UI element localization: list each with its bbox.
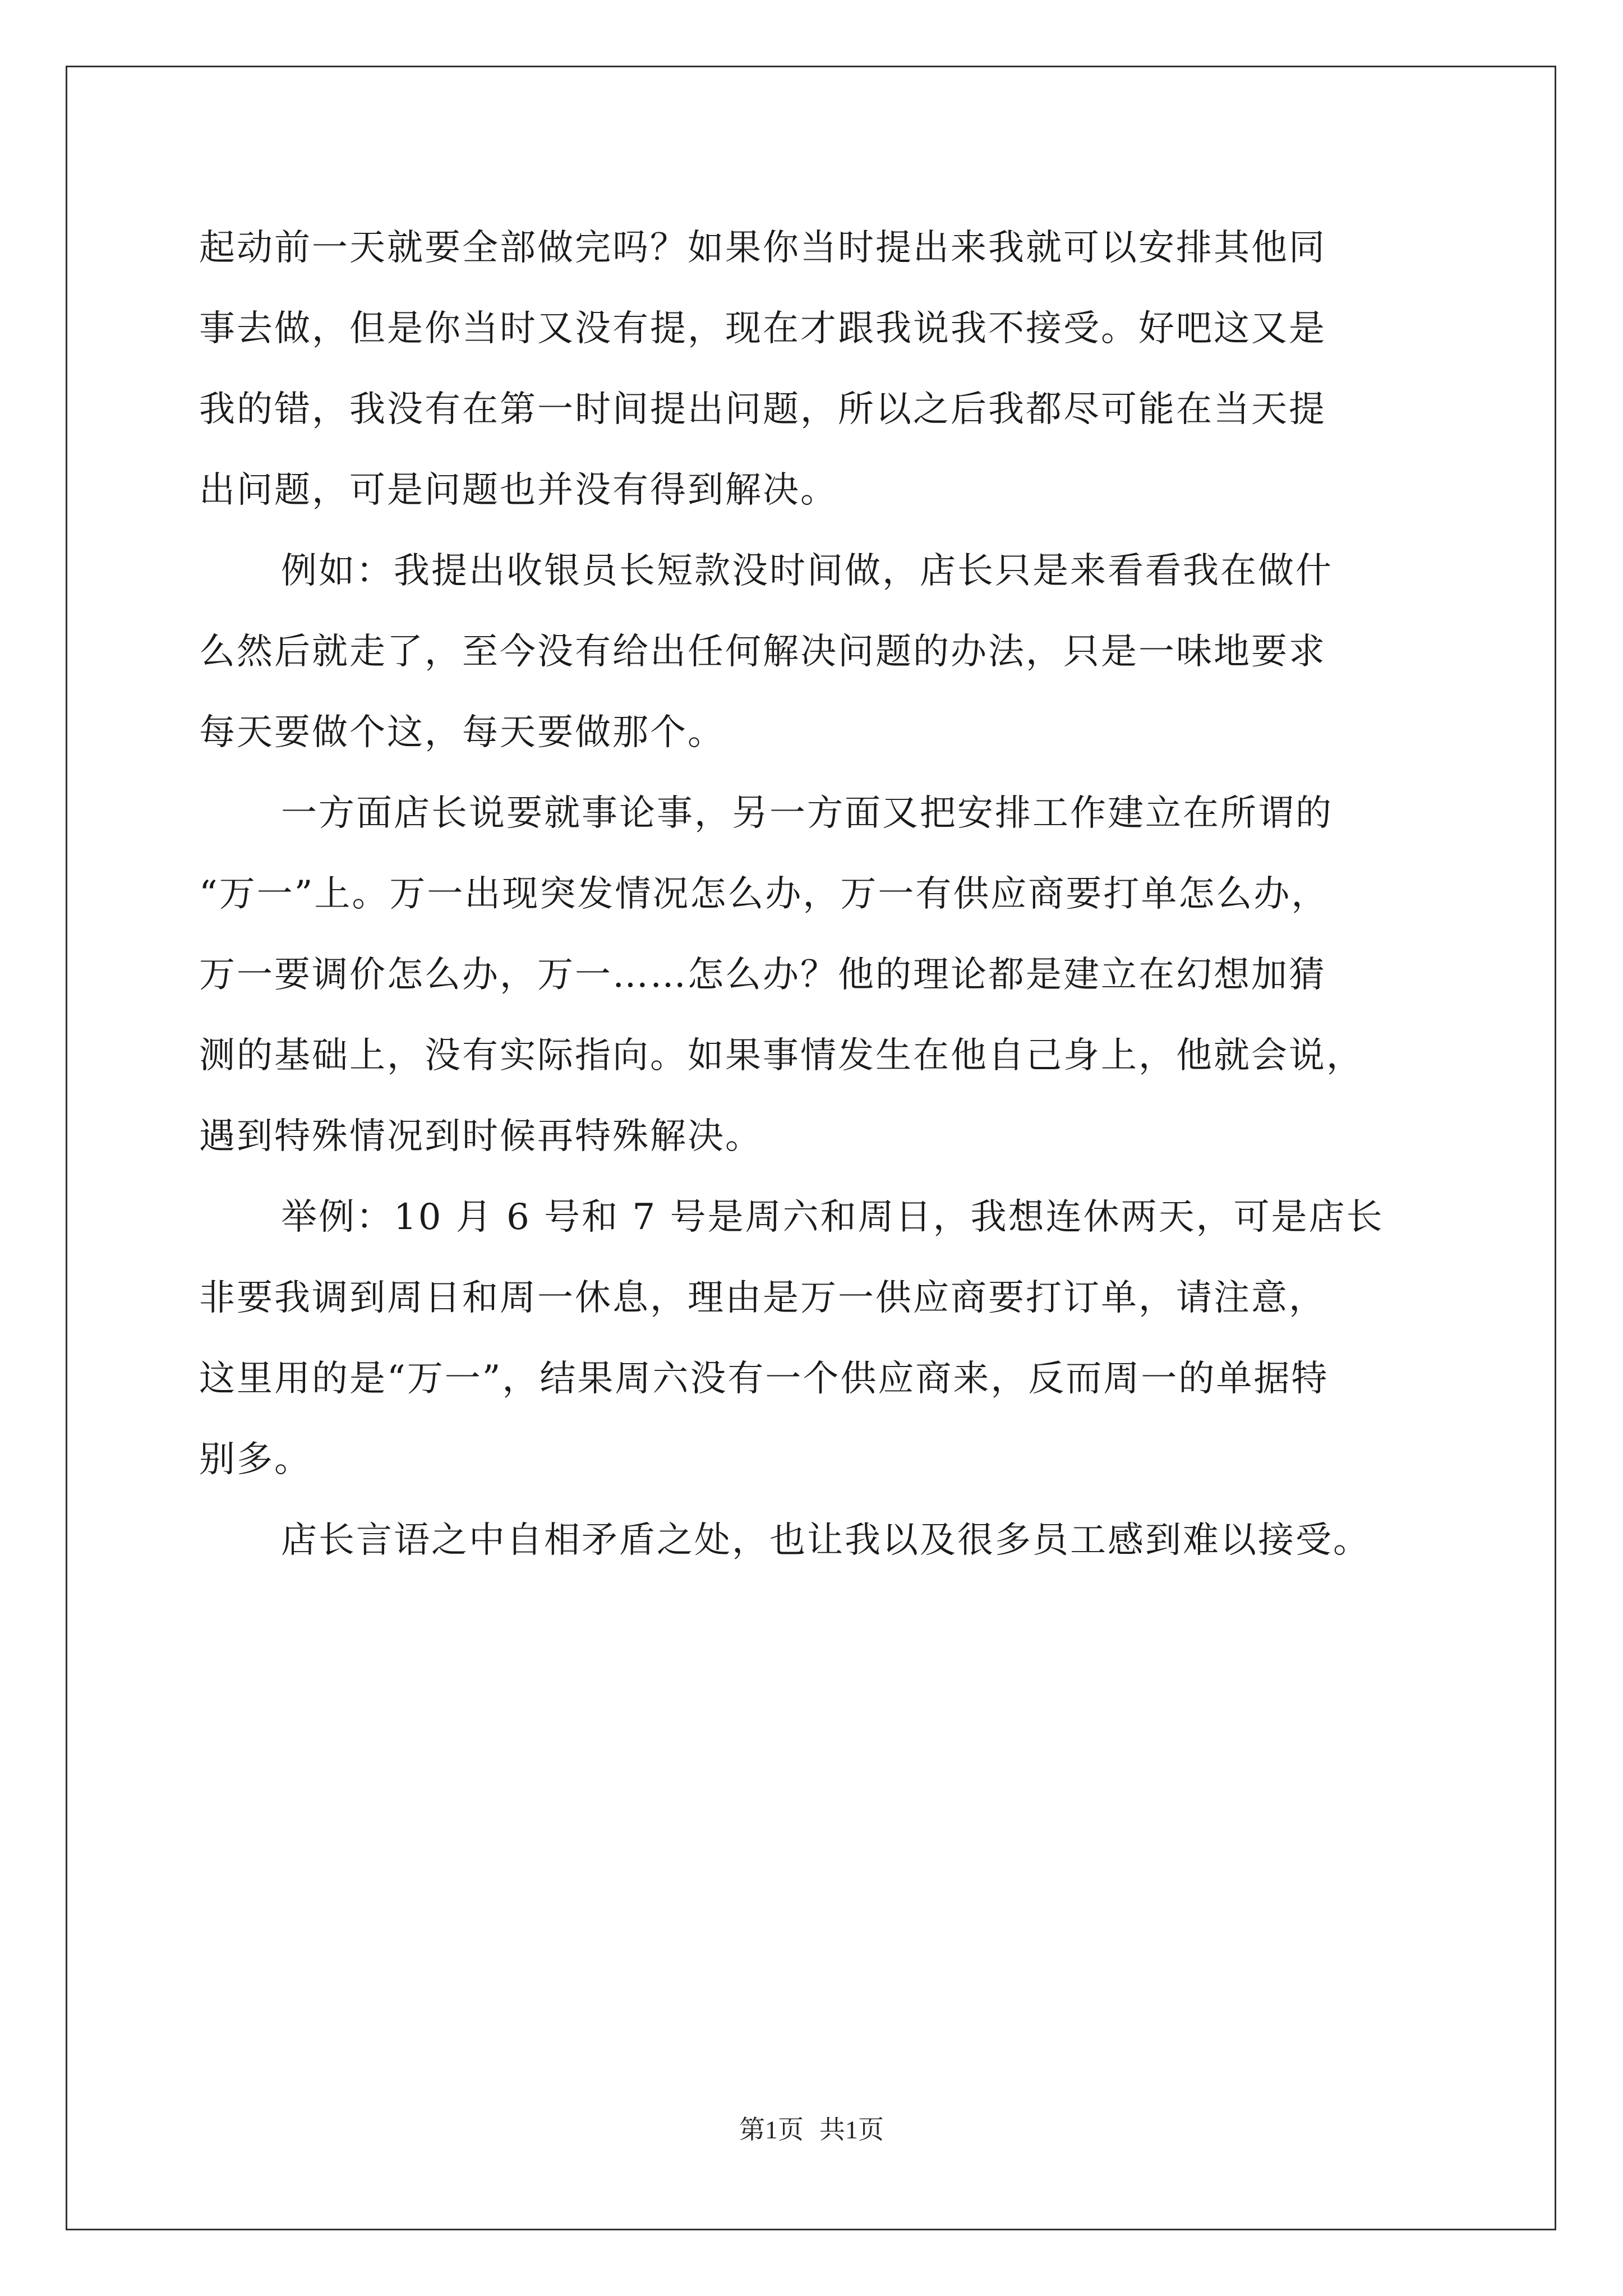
page-number-total: 共1页: [819, 2115, 884, 2144]
page-footer: [0, 2109, 1623, 2146]
document-body: [199, 208, 1422, 1581]
text-line: 这里用的是“万一”，结果周六没有一个供应商来，反而周一的单据特: [199, 1358, 1329, 1400]
text-line: 一方面店长说要就事论事，另一方面又把安排工作建立在所谓的: [281, 793, 1333, 834]
text-line: 么然后就走了，至今没有给出任何解决问题的办法，只是一味地要求: [199, 631, 1326, 673]
text-line: 非要我调到周日和周一休息，理由是万一供应商要打订单，请注意，: [199, 1277, 1326, 1319]
text-line: “万一”上。万一出现突发情况怎么办，万一有供应商要打单怎么办，: [199, 873, 1329, 915]
text-line: 每天要做个这，每天要做那个。: [199, 712, 725, 753]
text-line: 遇到特殊情况到时候再特殊解决。: [199, 1116, 763, 1157]
text-line: 我的错，我没有在第一时间提出问题，所以之后我都尽可能在当天提: [199, 389, 1326, 430]
text-line: 例如：我提出收银员长短款没时间做，店长只是来看看我在做什: [281, 550, 1333, 592]
text-line: 测的基础上，没有实际指向。如果事情发生在他自己身上，他就会说，: [199, 1035, 1364, 1076]
text-line: 事去做，但是你当时又没有提，现在才跟我说我不接受。好吧这又是: [199, 308, 1326, 349]
text-line: 别多。: [199, 1439, 312, 1480]
text-line: 出问题，可是问题也并没有得到解决。: [199, 470, 838, 511]
page-number-current: 第1页: [739, 2115, 804, 2144]
text-line: 举例：10 月 6 号和 7 号是周六和周日，我想连休两天，可是店长: [281, 1197, 1384, 1238]
text-line: 起动前一天就要全部做完吗？如果你当时提出来我就可以安排其他同: [199, 227, 1326, 269]
text-line: 万一要调价怎么办，万一……怎么办？他的理论都是建立在幻想加猜: [199, 954, 1326, 996]
text-line: 店长言语之中自相矛盾之处，也让我以及很多员工感到难以接受。: [281, 1520, 1371, 1561]
